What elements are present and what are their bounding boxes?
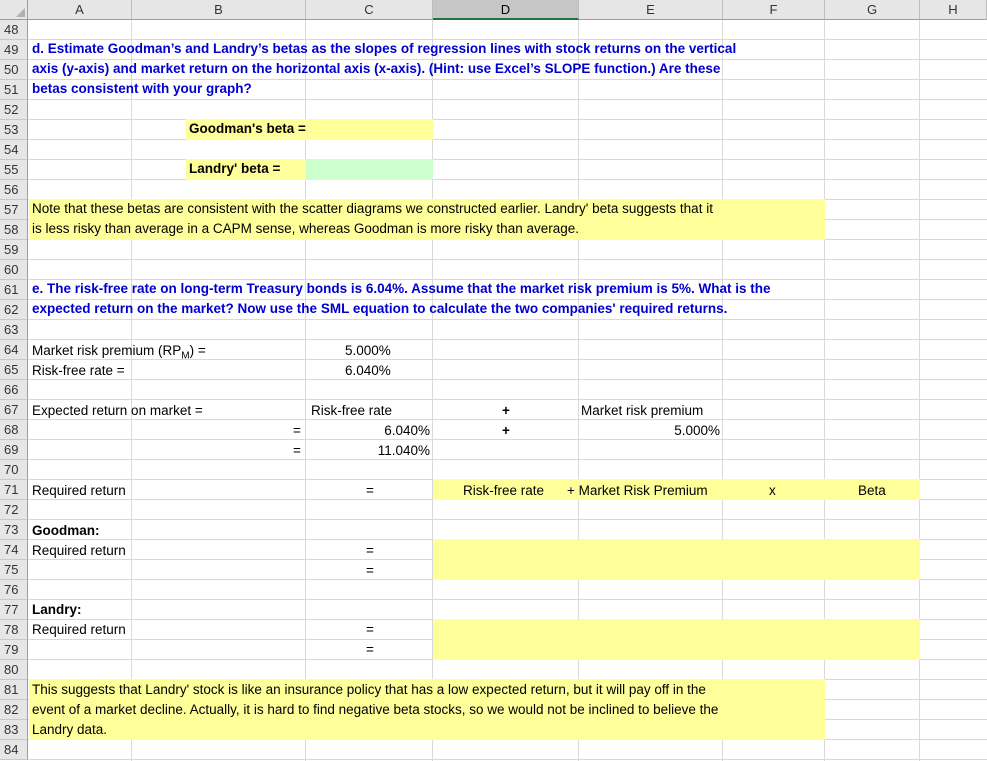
gridline <box>28 159 987 160</box>
part-d-question-line3: betas consistent with your graph? <box>32 81 252 96</box>
expected-market-return-value[interactable]: 11.040% <box>377 443 430 458</box>
landry-required-return-cell[interactable] <box>433 619 920 660</box>
landry-beta-input-cell[interactable] <box>306 159 433 180</box>
row-header[interactable]: 74 <box>0 540 28 560</box>
row-header[interactable]: 71 <box>0 480 28 500</box>
row-header[interactable]: 56 <box>0 180 28 200</box>
part-d-question-line2: axis (y-axis) and market return on the horizontal axis (x-axis). (Hint: use Excel’s SLOPE function.) Are these <box>32 61 721 76</box>
row-header[interactable]: 55 <box>0 160 28 180</box>
market-risk-premium-value[interactable]: 5.000% <box>345 343 391 358</box>
equals-sign: = <box>293 423 301 438</box>
part-e-question-line2: expected return on the market? Now use the SML equation to calculate the two companies' required returns. <box>32 301 728 316</box>
mrp-label-subscript: M <box>181 350 190 362</box>
equals-sign: = <box>366 543 374 558</box>
row-header[interactable]: 60 <box>0 260 28 280</box>
goodman-beta-label: Goodman's beta = <box>189 121 306 136</box>
part-d-question-line1: d. Estimate Goodman’s and Landry’s betas as the slopes of regression lines with stock returns on the vertical <box>32 41 737 56</box>
row-header[interactable]: 72 <box>0 500 28 520</box>
column-header-d[interactable]: D <box>433 0 579 20</box>
row-header[interactable]: 49 <box>0 40 28 60</box>
goodman-required-return-cell[interactable] <box>433 539 920 580</box>
rf-header: Risk-free rate <box>311 403 393 418</box>
mrp-header: Market risk premium <box>581 403 704 418</box>
mrp-label-text: Market risk premium (RP <box>32 343 182 358</box>
row-header[interactable]: 70 <box>0 460 28 480</box>
equals-sign: = <box>366 622 374 637</box>
conclusion-line2: event of a market decline. Actually, it is hard to find negative beta stocks, so we would not be inclined to believe the <box>32 702 719 717</box>
row-header[interactable]: 73 <box>0 520 28 540</box>
gridline <box>28 259 987 260</box>
row-header[interactable]: 82 <box>0 700 28 720</box>
row-header[interactable]: 58 <box>0 220 28 240</box>
row-header[interactable]: 67 <box>0 400 28 420</box>
row-header[interactable]: 48 <box>0 20 28 40</box>
equals-sign: = <box>366 642 374 657</box>
row-header[interactable]: 80 <box>0 660 28 680</box>
gridline <box>131 20 132 761</box>
risk-free-rate-value[interactable]: 6.040% <box>345 363 391 378</box>
sml-risk-free-rate: Risk-free rate <box>463 483 545 498</box>
column-header-b[interactable]: B <box>132 0 306 20</box>
gridline <box>28 599 987 600</box>
landry-heading: Landry: <box>32 602 82 617</box>
gridline <box>28 379 987 380</box>
note-line2: is less risky than average in a CAPM sense, whereas Goodman is more risky than average. <box>32 221 579 236</box>
plus-sign: + <box>502 423 510 438</box>
row-header[interactable]: 54 <box>0 140 28 160</box>
note-line1: Note that these betas are consistent with the scatter diagrams we constructed earlier. Landry' beta suggests that it <box>32 201 713 216</box>
gridline <box>28 179 987 180</box>
goodman-required-return-label: Required return <box>32 543 126 558</box>
row-header[interactable]: 68 <box>0 420 28 440</box>
mrp-label-equals: ) = <box>189 343 206 358</box>
row-header[interactable]: 77 <box>0 600 28 620</box>
row-header[interactable]: 61 <box>0 280 28 300</box>
row-header[interactable]: 78 <box>0 620 28 640</box>
column-header-g[interactable]: G <box>825 0 920 20</box>
plus-sign: + <box>502 403 510 418</box>
goodman-heading: Goodman: <box>32 523 100 538</box>
gridline <box>28 399 987 400</box>
sml-market-risk-premium: + Market Risk Premium <box>567 483 708 498</box>
equals-sign: = <box>366 483 374 498</box>
equals-sign: = <box>293 443 301 458</box>
select-all-triangle-icon <box>16 8 25 17</box>
gridline <box>28 519 987 520</box>
sml-times: x <box>769 483 776 498</box>
row-header[interactable]: 81 <box>0 680 28 700</box>
risk-free-rate-label: Risk-free rate = <box>32 363 125 378</box>
row-header[interactable]: 69 <box>0 440 28 460</box>
column-header-c[interactable]: C <box>306 0 433 20</box>
row-header[interactable]: 66 <box>0 380 28 400</box>
gridline <box>28 339 987 340</box>
row-header[interactable]: 65 <box>0 360 28 380</box>
gridline <box>28 319 987 320</box>
row-header[interactable]: 83 <box>0 720 28 740</box>
column-header-f[interactable]: F <box>723 0 825 20</box>
landry-required-return-label: Required return <box>32 622 126 637</box>
row-header[interactable]: 62 <box>0 300 28 320</box>
row-header[interactable]: 57 <box>0 200 28 220</box>
select-all-corner[interactable] <box>0 0 28 20</box>
gridline <box>28 759 987 760</box>
gridline <box>28 119 987 120</box>
conclusion-line3: Landry data. <box>32 722 108 737</box>
sml-beta: Beta <box>858 483 886 498</box>
column-header-h[interactable]: H <box>920 0 987 20</box>
column-header-a[interactable]: A <box>28 0 132 20</box>
row-header[interactable]: 63 <box>0 320 28 340</box>
row-header[interactable]: 79 <box>0 640 28 660</box>
column-header-e[interactable]: E <box>579 0 723 20</box>
row-header[interactable]: 51 <box>0 80 28 100</box>
row-header[interactable]: 64 <box>0 340 28 360</box>
expected-return-label: Expected return on market = <box>32 403 203 418</box>
equals-sign: = <box>366 563 374 578</box>
row-header[interactable]: 50 <box>0 60 28 80</box>
landry-beta-label: Landry' beta = <box>189 161 281 176</box>
row-header[interactable]: 76 <box>0 580 28 600</box>
row68-mrp-value[interactable]: 5.000% <box>674 423 720 438</box>
row-header[interactable]: 53 <box>0 120 28 140</box>
row-header[interactable]: 84 <box>0 740 28 760</box>
row-header[interactable]: 75 <box>0 560 28 580</box>
conclusion-line1: This suggests that Landry' stock is like an insurance policy that has a low expected return, but it will pay off in the <box>32 682 706 697</box>
gridline <box>28 139 987 140</box>
row-header[interactable]: 52 <box>0 100 28 120</box>
gridline <box>28 459 987 460</box>
gridline <box>28 99 987 100</box>
row-header[interactable]: 59 <box>0 240 28 260</box>
part-e-question-line1: e. The risk-free rate on long-term Treasury bonds is 6.04%. Assume that the market risk premium is 5%. What is the <box>32 281 771 296</box>
required-return-label: Required return <box>32 483 126 498</box>
row68-risk-free-value[interactable]: 6.040% <box>384 423 430 438</box>
